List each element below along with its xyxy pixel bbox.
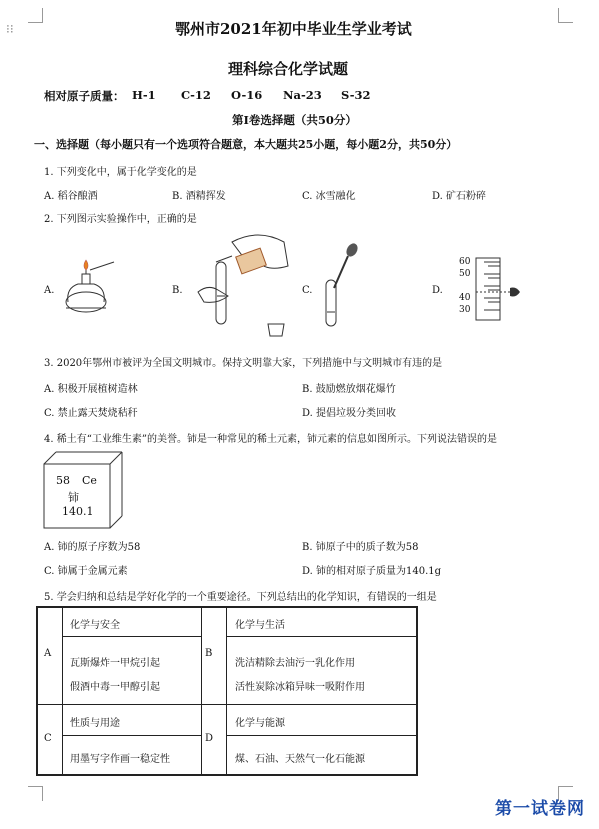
q5-body-d-1: 煤、石油、天然气一化石能源 xyxy=(235,754,365,765)
question-4-stem: 4. 稀土有“工业维生素”的美誉。铈是一种常见的稀土元素，铈元素的信息如图所示。下列说法错误的是 xyxy=(44,434,497,445)
q1-option-d: D. 矿石粉碎 xyxy=(432,191,487,202)
q5-body-b-1: 洗洁精除去油污一乳化作用 xyxy=(235,658,355,669)
atomic-mass-label: 相对原子质量： xyxy=(44,89,125,103)
question-1-stem: 1. 下列变化中，属于化学变化的是 xyxy=(44,167,197,178)
q5-body-a-2: 假酒中毒一甲醇引起 xyxy=(70,682,160,693)
q1-option-c: C. 冰雪融化 xyxy=(302,191,356,202)
q4-option-a: A. 铈的原子序数为58 xyxy=(44,542,141,553)
q1-option-a: A. 稻谷酿酒 xyxy=(44,191,98,202)
q4-option-d: D. 铈的相对原子质量为140.1g xyxy=(302,566,442,577)
q2-label-b: B. xyxy=(172,285,183,296)
q5-body-b-cell xyxy=(226,636,417,705)
atomic-mass-s: S-32 xyxy=(341,88,371,102)
element-card-box xyxy=(44,452,124,530)
corner-mark-bottom-left xyxy=(28,786,43,801)
q2-label-a: A. xyxy=(44,285,55,296)
element-name: 铈 xyxy=(68,491,79,504)
pouring-liquid-illustration xyxy=(188,232,298,342)
section-title: 一、选择题（每小题只有一个选项符合题意，本大题共25小题，每小题2分，共50分） xyxy=(34,138,458,151)
q4-option-b: B. 铈原子中的质子数为58 xyxy=(302,542,419,553)
question-3-stem: 3. 2020年鄂州市被评为全国文明城市。保持文明靠大家，下列措施中与文明城市有违的是 xyxy=(44,358,443,369)
atomic-mass-c: C-12 xyxy=(181,88,211,102)
dropper-illustration xyxy=(322,242,362,332)
atomic-mass-h: H-1 xyxy=(132,88,156,102)
q3-option-b: B. 鼓励燃放烟花爆竹 xyxy=(302,384,396,395)
cylinder-tick-30: 30 xyxy=(459,305,471,315)
drag-handle-icon[interactable]: ⁝⁝ xyxy=(6,22,14,36)
q5-head-a: 化学与安全 xyxy=(70,620,120,631)
q5-body-b-2: 活性炭除冰箱异味一吸附作用 xyxy=(235,682,365,693)
q5-head-b: 化学与生活 xyxy=(235,620,285,631)
q1-option-b: B. 酒精挥发 xyxy=(172,191,226,202)
q5-head-d: 化学与能源 xyxy=(235,718,285,729)
corner-mark-top-right xyxy=(558,8,573,23)
q5-body-c-1: 用墨写字作画一稳定性 xyxy=(70,754,170,765)
q3-option-c: C. 禁止露天焚烧秸秆 xyxy=(44,408,138,419)
q5-letter-d: D xyxy=(205,733,214,744)
q5-letter-c: C xyxy=(44,733,52,744)
q5-letter-b: B xyxy=(205,648,213,659)
cylinder-tick-60: 60 xyxy=(459,257,471,267)
part-title: 第Ⅰ卷选择题（共50分） xyxy=(232,113,357,127)
cylinder-tick-40: 40 xyxy=(459,293,471,303)
atomic-mass-na: Na-23 xyxy=(283,88,322,102)
alcohol-lamp-illustration xyxy=(60,258,120,320)
page-title: 鄂州市2021年初中毕业生学业考试 xyxy=(175,20,412,38)
element-mass: 140.1 xyxy=(62,505,94,518)
q2-label-c: C. xyxy=(302,285,313,296)
q3-option-d: D. 提倡垃圾分类回收 xyxy=(302,408,397,419)
atomic-mass-o: O-16 xyxy=(231,88,263,102)
q5-body-a-cell xyxy=(62,636,202,705)
element-symbol: Ce xyxy=(82,474,97,487)
q2-label-d: D. xyxy=(432,285,443,296)
q4-option-c: C. 铈属于金属元素 xyxy=(44,566,128,577)
q5-body-a-1: 瓦斯爆炸一甲烷引起 xyxy=(70,658,160,669)
element-number: 58 xyxy=(56,474,70,487)
corner-mark-top-left xyxy=(28,8,43,23)
q5-letter-a: A xyxy=(44,648,52,659)
question-2-stem: 2. 下列图示实验操作中，正确的是 xyxy=(44,214,197,225)
page-subtitle: 理科综合化学试题 xyxy=(228,60,349,78)
watermark-logo[interactable]: 第一试卷网 xyxy=(495,799,585,819)
question-5-stem: 5. 学会归纳和总结是学好化学的一个重要途径。下列总结出的化学知识，有错误的一组是 xyxy=(44,592,437,603)
q5-head-c: 性质与用途 xyxy=(70,718,120,729)
q3-option-a: A. 积极开展植树造林 xyxy=(44,384,138,395)
cylinder-tick-50: 50 xyxy=(459,269,471,279)
